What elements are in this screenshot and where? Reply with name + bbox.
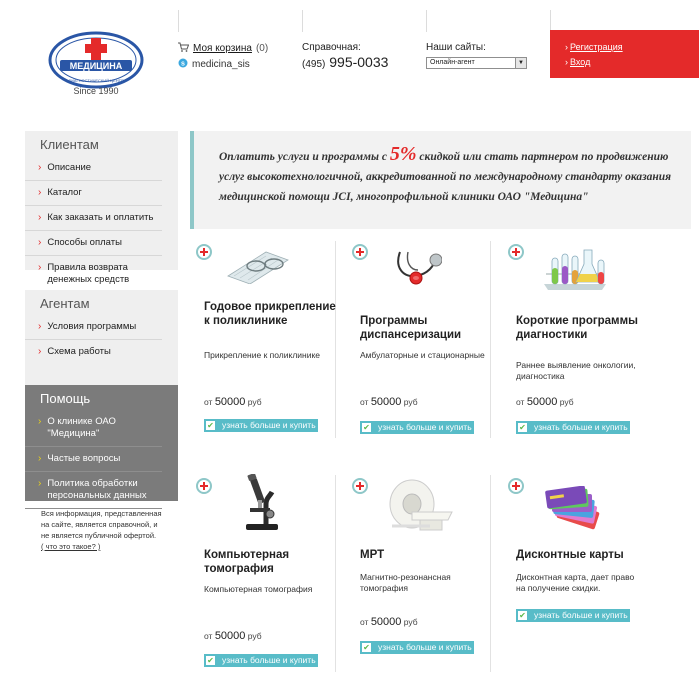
skype-icon[interactable] xyxy=(178,58,188,71)
buy-button-label: узнать больше и купить xyxy=(534,610,628,620)
product-card xyxy=(508,244,658,444)
bullet-icon: › xyxy=(38,346,42,357)
product-card xyxy=(352,478,502,678)
header-divider xyxy=(426,10,427,32)
check-icon: ✔ xyxy=(363,423,370,432)
skype-name: medicina_sis xyxy=(192,59,250,70)
sidebar-item-label: Описание xyxy=(47,162,92,173)
register-link[interactable]: › Регистрация xyxy=(565,42,623,52)
product-description: Компьютерная томография xyxy=(204,584,313,594)
bullet-icon: › xyxy=(38,187,42,198)
bullet-icon: › xyxy=(38,321,42,332)
buy-button[interactable] xyxy=(516,609,630,622)
cart-block xyxy=(178,42,268,55)
product-title[interactable]: Дисконтные карты xyxy=(516,549,624,561)
buy-button-label: узнать больше и купить xyxy=(534,422,628,432)
medical-plus-icon xyxy=(352,244,368,260)
help-label: Справочная: xyxy=(302,42,361,53)
price-value: 50000 xyxy=(370,396,402,408)
product-card xyxy=(508,478,658,678)
product-description: Дисконтная карта, дает право на получение скидки. xyxy=(516,572,635,593)
price-currency: руб xyxy=(559,397,574,407)
product-price xyxy=(204,630,262,642)
bullet-icon: › xyxy=(38,262,42,273)
sidebar-item-label: Правила возврата денежных средств xyxy=(47,262,130,285)
svg-text:s: s xyxy=(181,60,185,68)
product-price xyxy=(204,396,262,408)
product-title[interactable]: Годовое прикрепление к поликлинике xyxy=(204,301,336,327)
sidebar-help xyxy=(25,385,178,501)
sidebar-item-label: Каталог xyxy=(47,187,82,198)
price-value: 50000 xyxy=(370,616,402,628)
product-title[interactable]: Программы диспансеризации xyxy=(360,315,462,341)
logo-text: МЕДИЦИНА xyxy=(69,61,123,71)
sidebar-item-catalog[interactable] xyxy=(25,181,162,206)
sidebar-item-faq[interactable] xyxy=(25,447,162,472)
bullet-icon: › xyxy=(38,237,42,248)
check-icon: ✔ xyxy=(207,656,214,665)
sidebar-item-refund-rules[interactable] xyxy=(25,256,162,292)
cart-count: (0) xyxy=(255,43,269,54)
login-link[interactable]: › Вход xyxy=(565,57,590,67)
mri-scanner-icon[interactable] xyxy=(382,476,454,539)
header-divider xyxy=(302,10,303,32)
product-price xyxy=(360,616,418,628)
sidebar-item-privacy-policy[interactable] xyxy=(25,472,162,509)
price-prefix: от xyxy=(360,397,369,407)
price-currency: руб xyxy=(247,397,262,407)
promo-percent: 5% xyxy=(389,143,417,165)
sites-select[interactable] xyxy=(426,57,527,69)
product-card xyxy=(352,244,502,444)
price-prefix: от xyxy=(204,631,213,641)
bullet-icon: › xyxy=(38,416,42,427)
sidebar-item-label: Частые вопросы xyxy=(47,453,121,464)
price-value: 50000 xyxy=(526,396,558,408)
chevron-down-icon[interactable]: ▼ xyxy=(515,58,526,68)
product-price xyxy=(516,396,574,408)
check-icon: ✔ xyxy=(207,421,214,430)
discount-cards-icon[interactable] xyxy=(542,486,608,535)
bullet-icon: › xyxy=(38,478,42,489)
medical-plus-icon xyxy=(508,244,524,260)
phone-number xyxy=(302,54,388,70)
sidebar-item-label: Схема работы xyxy=(47,346,111,357)
price-prefix: от xyxy=(360,617,369,627)
product-description: Магнитно-резонансная томография xyxy=(360,572,451,593)
bullet-icon: › xyxy=(38,212,42,223)
sidebar-clients xyxy=(25,131,178,285)
product-description: Раннее выявление онкологии, диагностика xyxy=(516,360,636,381)
bullet-icon: › xyxy=(38,162,42,173)
promo-text xyxy=(219,144,674,207)
buy-button[interactable] xyxy=(516,421,630,434)
sidebar-note-text: Вся информация, представленная на сайте, является справочной, и не является публичной офертой. xyxy=(41,509,162,540)
price-value: 50000 xyxy=(214,396,246,408)
microscope-icon[interactable] xyxy=(240,474,284,537)
product-title[interactable]: МРТ xyxy=(360,549,385,561)
sites-selected-value: Онлайн-агент xyxy=(430,59,475,66)
sidebar-item-label: Как заказать и оплатить xyxy=(47,212,154,223)
sidebar-item-work-scheme[interactable] xyxy=(25,340,162,364)
product-card xyxy=(196,244,346,444)
buy-button[interactable] xyxy=(360,641,474,654)
sidebar-item-label: О клинике ОАО "Медицина" xyxy=(47,416,116,439)
sidebar-item-payment-methods[interactable] xyxy=(25,231,162,256)
product-description: Амбулаторные и стационарные xyxy=(360,350,485,360)
buy-button-label: узнать больше и купить xyxy=(222,655,316,665)
account-box xyxy=(550,30,699,78)
site-logo[interactable] xyxy=(48,30,144,90)
buy-button[interactable] xyxy=(204,419,318,432)
phone-code: (495) xyxy=(302,59,326,70)
sidebar-help-title: Помощь xyxy=(40,391,91,406)
buy-button-label: узнать больше и купить xyxy=(222,420,316,430)
price-value: 50000 xyxy=(214,630,246,642)
bullet-icon: › xyxy=(38,453,42,464)
check-icon: ✔ xyxy=(519,611,526,620)
sidebar-item-description[interactable] xyxy=(25,156,162,181)
promo-banner xyxy=(190,131,691,229)
product-title[interactable]: Компьютерная томография xyxy=(204,549,290,575)
buy-button[interactable] xyxy=(204,654,318,667)
sidebar-item-how-to-order[interactable] xyxy=(25,206,162,231)
header-divider xyxy=(550,10,551,32)
medical-plus-icon xyxy=(196,244,212,260)
sidebar-agents-title: Агентам xyxy=(40,296,90,311)
sidebar xyxy=(25,131,178,501)
price-currency: руб xyxy=(247,631,262,641)
sidebar-note xyxy=(41,508,167,552)
product-description: Прикрепление к поликлинике xyxy=(204,350,321,360)
buy-button[interactable] xyxy=(360,421,474,434)
buy-button-label: узнать больше и купить xyxy=(378,422,472,432)
product-price xyxy=(360,396,418,408)
medical-plus-icon xyxy=(196,478,212,494)
promo-text-part2: скидкой или стать партнером по продвижению услуг высокотехнологичной, аккредитованной по международному стандарту оказания медицинской помощи JCI, многопрофильной клиники ОАО "Медицина" xyxy=(219,151,672,203)
price-currency: руб xyxy=(403,617,418,627)
sidebar-item-program-terms[interactable] xyxy=(25,315,162,340)
cart-icon[interactable] xyxy=(178,42,189,55)
promo-text-part1: Оплатить услуги и программы с xyxy=(219,151,390,163)
price-prefix: от xyxy=(516,397,525,407)
sidebar-clients-title: Клиентам xyxy=(40,137,99,152)
glasses-icon[interactable] xyxy=(226,246,290,289)
logo-arc-text: ДИАГНОСТИЧЕСКИЙ ЦЕНТР xyxy=(68,78,124,83)
product-card xyxy=(196,478,346,678)
skype-block xyxy=(178,58,250,71)
sidebar-item-about-clinic[interactable] xyxy=(25,410,162,447)
sidebar-item-label: Условия программы xyxy=(47,321,137,332)
sites-label: Наши сайты: xyxy=(426,42,486,53)
price-prefix: от xyxy=(204,397,213,407)
buy-button-label: узнать больше и купить xyxy=(378,642,472,652)
header-divider xyxy=(178,10,179,32)
sidebar-item-label: Способы оплаты xyxy=(47,237,122,248)
phone-digits: 995-0033 xyxy=(329,54,389,70)
check-icon: ✔ xyxy=(519,423,526,432)
price-currency: руб xyxy=(403,397,418,407)
sidebar-item-label: Политика обработки персональных данных xyxy=(47,478,147,501)
since-label: Since 1990 xyxy=(73,86,119,96)
sidebar-agents xyxy=(25,290,178,385)
test-tubes-icon[interactable] xyxy=(542,244,608,297)
medical-plus-icon xyxy=(508,478,524,494)
check-icon: ✔ xyxy=(363,643,370,652)
cart-link[interactable]: Моя корзина xyxy=(193,43,252,54)
medical-plus-icon xyxy=(352,478,368,494)
stethoscope-icon[interactable] xyxy=(394,248,442,293)
product-title[interactable]: Короткие программы диагностики xyxy=(516,315,638,341)
sidebar-note-link[interactable]: ( что это такое? ) xyxy=(41,542,101,551)
